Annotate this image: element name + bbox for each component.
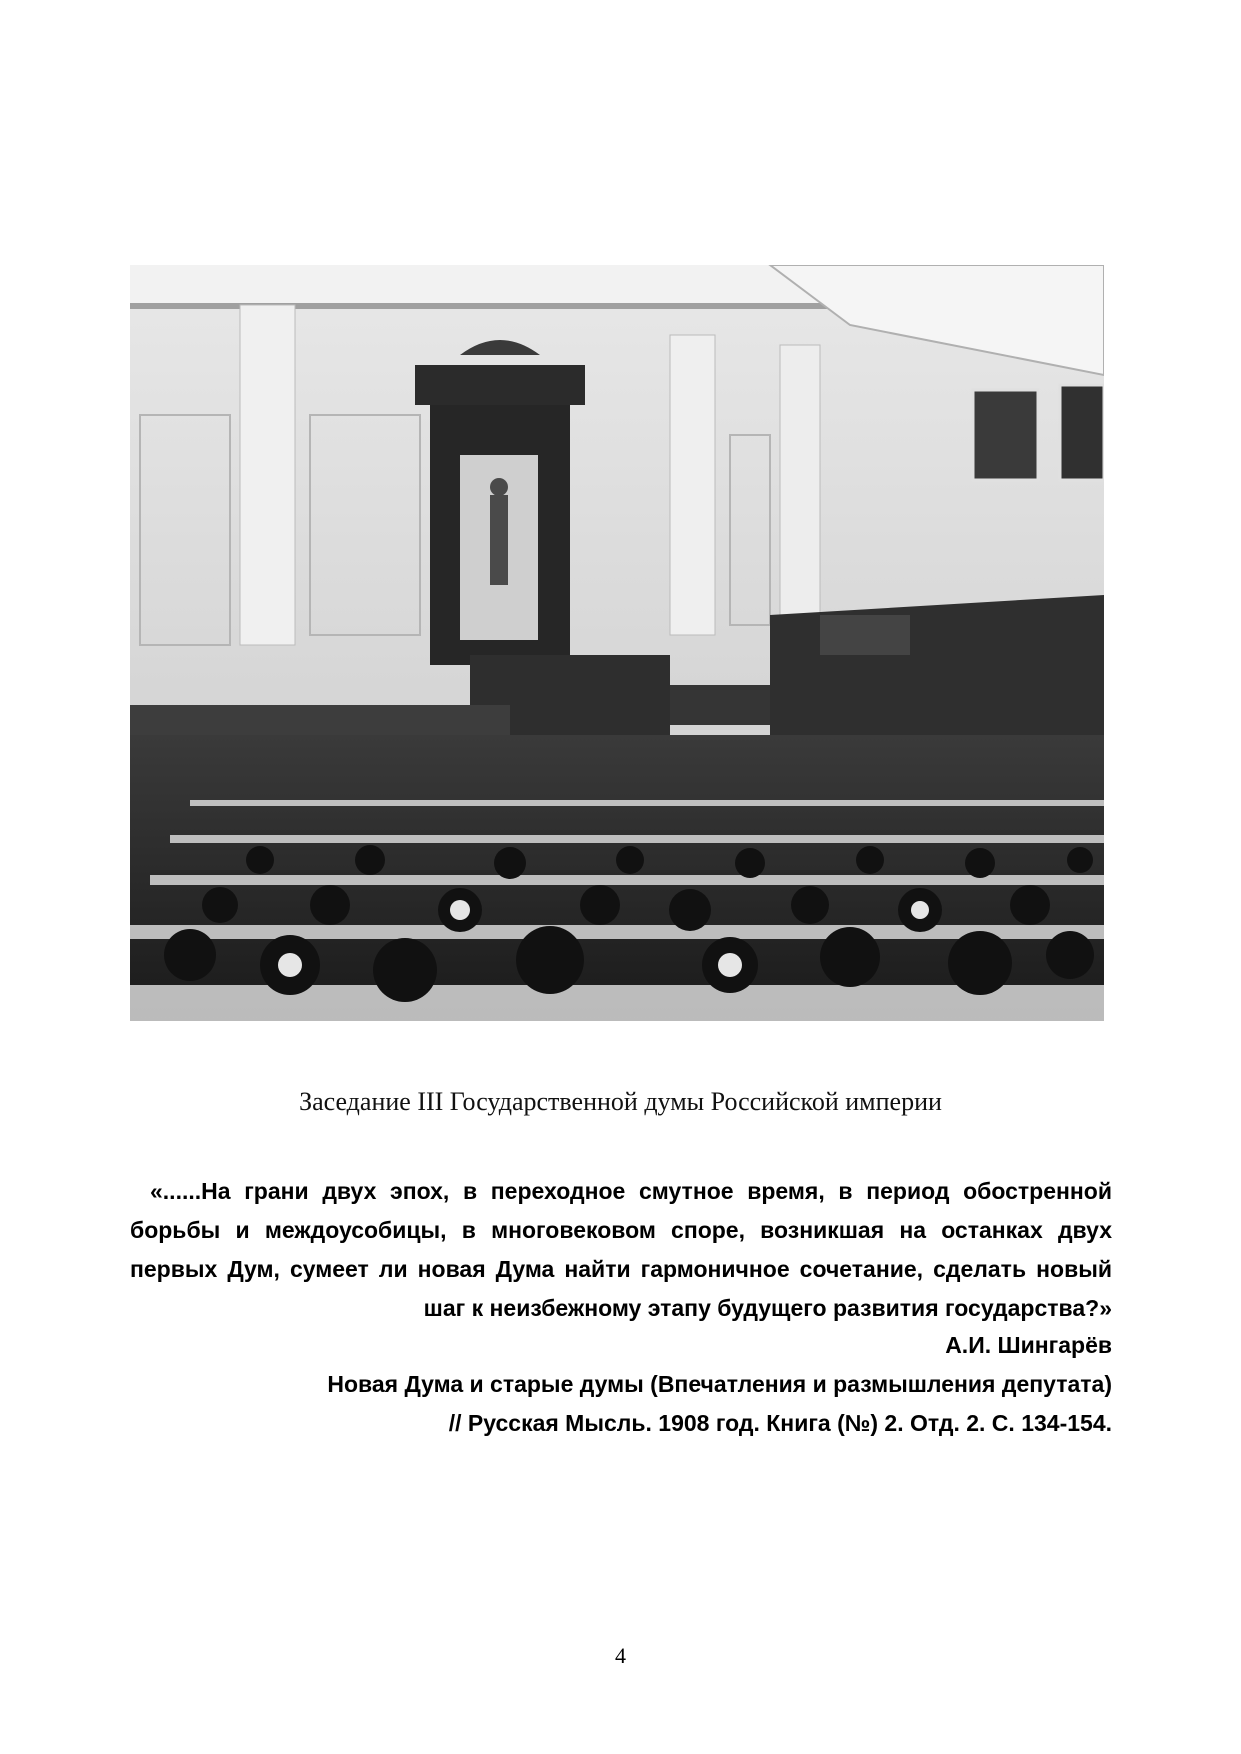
photo-illustration [130, 265, 1104, 1021]
duma-session-photo [130, 265, 1104, 1021]
quote-source: // Русская Мысль. 1908 год. Книга (№) 2. Отд. 2. С. 134-154. [448, 1410, 1112, 1436]
quote-author: А.И. Шингарёв [945, 1332, 1112, 1358]
quote-attribution [130, 1326, 1112, 1443]
figure-caption: Заседание III Государственной думы Российской империи [299, 1087, 942, 1116]
quote-work-title: Новая Дума и старые думы (Впечатления и размышления депутата) [327, 1371, 1112, 1397]
epigraph-quote: «......На грани двух эпох, в переходное смутное время, в период обостренной борьбы и междоусобицы, в многовековом споре, возникшая на останках двух первых Дум, сумеет ли новая Дума найти гармоничное сочетание, сделать новый шаг к неизбежному этапу будущего развития государства?» [130, 1178, 1112, 1321]
page-number: 4 [615, 1643, 626, 1668]
